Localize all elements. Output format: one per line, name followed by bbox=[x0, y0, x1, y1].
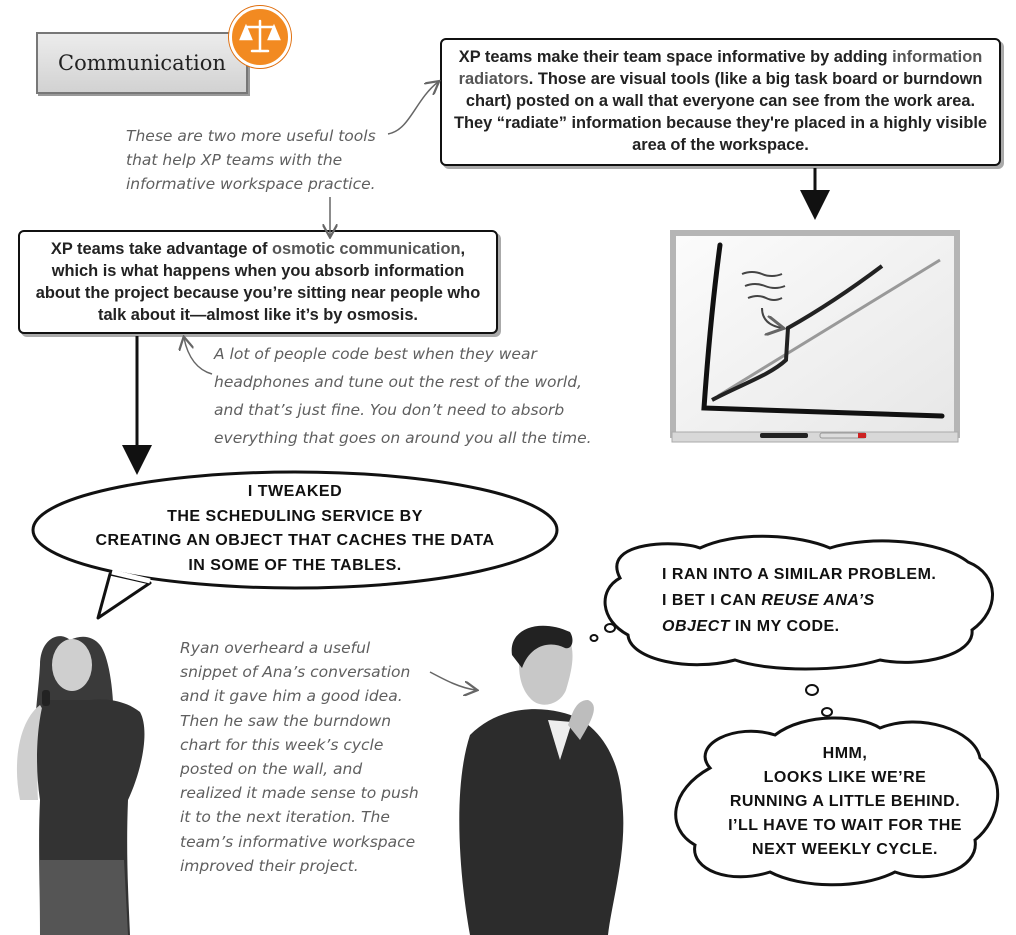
osmotic-text-end: , which is what happens when you absorb information about the project because you’re sitting near people who talk about it—almost like it’s by osmosis. bbox=[35, 240, 481, 324]
note-line: chart for this week’s cycle bbox=[180, 735, 384, 754]
note-line: informative workspace practice. bbox=[126, 175, 376, 193]
note-line: that help XP teams with the bbox=[126, 151, 343, 169]
ryan-figure bbox=[459, 626, 623, 935]
thought-line: I’LL HAVE TO WAIT FOR THE bbox=[728, 817, 962, 834]
note-line: These are two more useful tools bbox=[126, 127, 376, 145]
bubble-line: THE SCHEDULING SERVICE BY bbox=[167, 507, 423, 525]
thought-line bbox=[632, 588, 982, 614]
note-line: Ryan overheard a useful bbox=[180, 639, 371, 657]
thought-line: RUNNING A LITTLE BEHIND. bbox=[729, 793, 961, 810]
radiators-text-end: . Those are visual tools (like a big task board or burndown chart) posted on a wall that everyone can see from the work area. They “radiate” information because they're placed in a highly visible area of the workspace. bbox=[453, 70, 988, 154]
note-line: and it gave him a good idea. bbox=[180, 687, 403, 706]
note-line: team’s informative workspace bbox=[180, 832, 416, 851]
ryan-thought-1-text bbox=[632, 562, 982, 640]
note-line: everything that goes on around you all the time. bbox=[214, 429, 592, 447]
note-line: Then he saw the burndown bbox=[180, 711, 392, 730]
osmotic-text-start: XP teams take advantage of bbox=[50, 240, 272, 258]
thought-text: IN MY CODE. bbox=[729, 618, 840, 635]
ryan-thought-2-text bbox=[700, 742, 990, 862]
thought-line: HMM, bbox=[822, 745, 868, 762]
note-line: snippet of Ana’s conversation bbox=[180, 663, 411, 682]
note-line: it to the next iteration. The bbox=[180, 808, 390, 827]
thought-line: LOOKS LIKE WE’RE bbox=[763, 769, 927, 786]
ryan-note bbox=[180, 636, 440, 878]
note-line: realized it made sense to push bbox=[180, 784, 419, 803]
ana-bubble-text bbox=[50, 480, 540, 578]
osmotic-highlight: osmotic communication bbox=[271, 240, 461, 258]
radiators-highlight: information radiators bbox=[458, 48, 983, 88]
thought-line bbox=[632, 614, 982, 640]
whiteboard-burndown-chart bbox=[670, 230, 960, 442]
bubble-line: IN SOME OF THE TABLES. bbox=[188, 556, 402, 574]
bubble-line: CREATING AN OBJECT THAT CACHES THE DATA bbox=[95, 532, 495, 549]
thought-text: I BET I CAN bbox=[662, 592, 762, 609]
thought-line: I RAN INTO A SIMILAR PROBLEM. bbox=[662, 566, 937, 583]
thought-line: NEXT WEEKLY CYCLE. bbox=[752, 841, 938, 858]
note-line: A lot of people code best when they wear bbox=[214, 345, 537, 363]
note-line: headphones and tune out the rest of the world, bbox=[214, 373, 582, 391]
section-tag-label: Communication bbox=[58, 51, 226, 75]
ana-figure bbox=[17, 636, 145, 935]
note-line: posted on the wall, and bbox=[180, 760, 363, 779]
thought-emphasis: REUSE ANA’S bbox=[761, 592, 875, 609]
bubble-line: I TWEAKED bbox=[247, 483, 343, 500]
thought-emphasis: OBJECT bbox=[662, 618, 730, 635]
note-line: improved their project. bbox=[180, 856, 359, 875]
note-line: and that’s just fine. You don’t need to absorb bbox=[214, 401, 565, 419]
radiators-text-start: XP teams make their team space informative by adding bbox=[458, 48, 893, 66]
